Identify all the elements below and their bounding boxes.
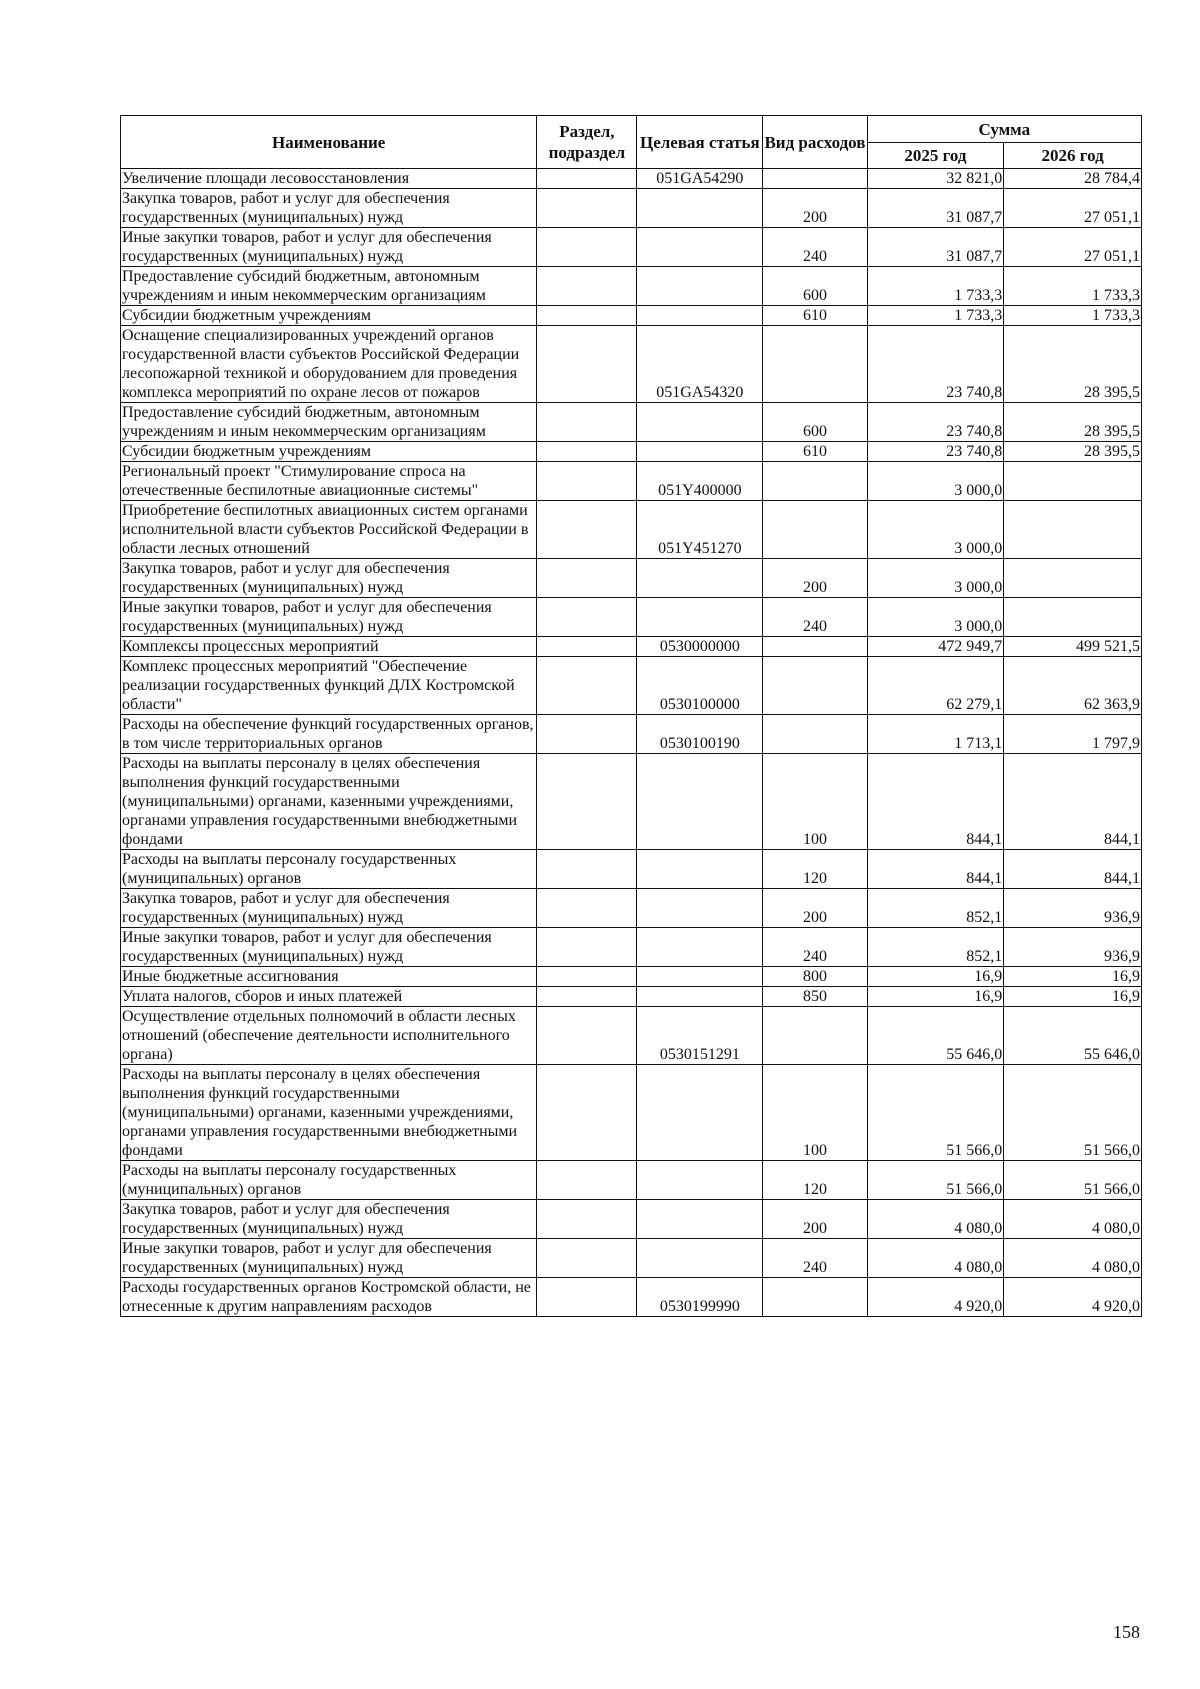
table-row [121,967,1142,987]
cell-2025: 23 740,8 [867,403,1004,442]
cell-2026: 844,1 [1004,754,1142,850]
cell-target [637,889,763,928]
cell-type: 240 [763,928,867,967]
cell-2025: 852,1 [867,889,1004,928]
cell-name: Комплексы процессных мероприятий [121,637,537,657]
cell-section [537,715,637,754]
cell-section [537,403,637,442]
table-body [121,169,1142,1317]
cell-name: Оснащение специализированных учреждений органов государственной власти субъектов Российской Федерации лесопожарной техникой и оборудованием для проведения комплекса мероприятий по охране лесов от пожаров [121,326,537,403]
cell-type [763,657,867,715]
cell-2025: 31 087,7 [867,189,1004,228]
cell-2025: 3 000,0 [867,462,1004,501]
cell-type: 100 [763,1065,867,1161]
cell-section [537,1239,637,1278]
cell-name: Уплата налогов, сборов и иных платежей [121,987,537,1007]
cell-name: Закупка товаров, работ и услуг для обеспечения государственных (муниципальных) нужд [121,889,537,928]
cell-section [537,889,637,928]
cell-target [637,598,763,637]
cell-2025: 1 733,3 [867,306,1004,326]
cell-2025: 844,1 [867,850,1004,889]
cell-2026: 27 051,1 [1004,189,1142,228]
cell-section [537,228,637,267]
cell-target: 0530000000 [637,637,763,657]
cell-2026: 4 920,0 [1004,1278,1142,1317]
cell-name: Закупка товаров, работ и услуг для обеспечения государственных (муниципальных) нужд [121,189,537,228]
table-row [121,637,1142,657]
budget-table [120,115,1142,1317]
header-sum: Сумма [867,116,1141,143]
cell-section [537,637,637,657]
cell-2025: 3 000,0 [867,598,1004,637]
table-row [121,559,1142,598]
cell-type: 800 [763,967,867,987]
table-row [121,267,1142,306]
cell-2025: 1 713,1 [867,715,1004,754]
cell-type: 200 [763,1200,867,1239]
cell-section [537,657,637,715]
cell-name: Предоставление субсидий бюджетным, автономным учреждениям и иным некоммерческим организациям [121,267,537,306]
table-row [121,1065,1142,1161]
cell-2025: 472 949,7 [867,637,1004,657]
table-row [121,189,1142,228]
table-row [121,850,1142,889]
table-row [121,715,1142,754]
header-2025: 2025 год [867,143,1004,169]
cell-target: 051Y400000 [637,462,763,501]
cell-name: Иные закупки товаров, работ и услуг для обеспечения государственных (муниципальных) нужд [121,228,537,267]
cell-type: 600 [763,403,867,442]
cell-target [637,403,763,442]
cell-target: 0530100190 [637,715,763,754]
cell-target: 051GA54290 [637,169,763,189]
cell-type: 100 [763,754,867,850]
cell-section [537,559,637,598]
cell-section [537,1200,637,1239]
cell-section [537,462,637,501]
cell-2025: 62 279,1 [867,657,1004,715]
cell-target [637,1065,763,1161]
cell-type: 200 [763,889,867,928]
table-row [121,754,1142,850]
cell-name: Субсидии бюджетным учреждениям [121,306,537,326]
cell-2026 [1004,462,1142,501]
table-row [121,1161,1142,1200]
page-number: 158 [1113,1622,1140,1642]
cell-2025: 4 080,0 [867,1200,1004,1239]
cell-name: Иные закупки товаров, работ и услуг для обеспечения государственных (муниципальных) нужд [121,598,537,637]
cell-2026: 27 051,1 [1004,228,1142,267]
cell-target [637,928,763,967]
cell-target [637,559,763,598]
cell-section [537,189,637,228]
cell-target [637,987,763,1007]
cell-2026: 1 733,3 [1004,306,1142,326]
cell-type [763,637,867,657]
cell-section [537,987,637,1007]
cell-2025: 3 000,0 [867,559,1004,598]
cell-type: 240 [763,598,867,637]
cell-type: 120 [763,850,867,889]
table-row [121,598,1142,637]
cell-section [537,1065,637,1161]
cell-target [637,1161,763,1200]
cell-2026: 936,9 [1004,889,1142,928]
cell-name: Иные бюджетные ассигнования [121,967,537,987]
cell-2026: 499 521,5 [1004,637,1142,657]
cell-type [763,715,867,754]
cell-name: Иные закупки товаров, работ и услуг для обеспечения государственных (муниципальных) нужд [121,1239,537,1278]
cell-target [637,442,763,462]
cell-2026: 844,1 [1004,850,1142,889]
cell-name: Иные закупки товаров, работ и услуг для обеспечения государственных (муниципальных) нужд [121,928,537,967]
cell-2026: 28 395,5 [1004,403,1142,442]
header-target: Целевая статья [637,116,763,169]
table-row [121,442,1142,462]
cell-2025: 852,1 [867,928,1004,967]
cell-name: Увеличение площади лесовосстановления [121,169,537,189]
cell-2026: 16,9 [1004,967,1142,987]
table-row [121,1278,1142,1317]
cell-2025: 4 920,0 [867,1278,1004,1317]
table-row [121,228,1142,267]
header-section: Раздел, подраздел [537,116,637,169]
table-row [121,306,1142,326]
cell-target: 0530100000 [637,657,763,715]
cell-type: 850 [763,987,867,1007]
cell-type [763,1278,867,1317]
cell-2026: 4 080,0 [1004,1200,1142,1239]
cell-2025: 844,1 [867,754,1004,850]
cell-2025: 23 740,8 [867,326,1004,403]
table-row [121,1239,1142,1278]
cell-target [637,967,763,987]
cell-name: Комплекс процессных мероприятий "Обеспечение реализации государственных функций ДЛХ Костромской области" [121,657,537,715]
cell-2026: 28 395,5 [1004,326,1142,403]
cell-2026: 936,9 [1004,928,1142,967]
cell-2025: 4 080,0 [867,1239,1004,1278]
table-row [121,1007,1142,1065]
cell-type [763,1007,867,1065]
cell-target: 051GA54320 [637,326,763,403]
cell-type [763,462,867,501]
cell-type: 240 [763,228,867,267]
cell-name: Субсидии бюджетным учреждениям [121,442,537,462]
table-row [121,889,1142,928]
cell-name: Расходы на выплаты персоналу государственных (муниципальных) органов [121,1161,537,1200]
cell-2026 [1004,559,1142,598]
cell-section [537,442,637,462]
cell-type: 200 [763,189,867,228]
cell-name: Расходы на выплаты персоналу в целях обеспечения выполнения функций государственными (муниципальными) органами, казенными учреждениями, органами управления государственными внебюджетными фондами [121,1065,537,1161]
cell-2025: 3 000,0 [867,501,1004,559]
cell-section [537,1161,637,1200]
cell-type: 610 [763,442,867,462]
cell-2026: 1 797,9 [1004,715,1142,754]
cell-section [537,928,637,967]
cell-2025: 51 566,0 [867,1161,1004,1200]
cell-name: Закупка товаров, работ и услуг для обеспечения государственных (муниципальных) нужд [121,1200,537,1239]
cell-section [537,967,637,987]
cell-type: 240 [763,1239,867,1278]
cell-2025: 1 733,3 [867,267,1004,306]
cell-target: 051Y451270 [637,501,763,559]
cell-section [537,501,637,559]
cell-target [637,306,763,326]
cell-target: 0530151291 [637,1007,763,1065]
cell-target [637,228,763,267]
cell-2025: 16,9 [867,967,1004,987]
cell-name: Предоставление субсидий бюджетным, автономным учреждениям и иным некоммерческим организациям [121,403,537,442]
cell-2025: 55 646,0 [867,1007,1004,1065]
cell-2026 [1004,501,1142,559]
cell-type: 120 [763,1161,867,1200]
cell-name: Закупка товаров, работ и услуг для обеспечения государственных (муниципальных) нужд [121,559,537,598]
table-row [121,403,1142,442]
table-row [121,928,1142,967]
cell-2026: 16,9 [1004,987,1142,1007]
table-row [121,326,1142,403]
header-2026: 2026 год [1004,143,1142,169]
table-row [121,501,1142,559]
cell-type [763,169,867,189]
cell-2026: 51 566,0 [1004,1065,1142,1161]
cell-name: Расходы на выплаты персоналу в целях обеспечения выполнения функций государственными (муниципальными) органами, казенными учреждениями, органами управления государственными внебюджетными фондами [121,754,537,850]
cell-name: Расходы на выплаты персоналу государственных (муниципальных) органов [121,850,537,889]
cell-name: Осуществление отдельных полномочий в области лесных отношений (обеспечение деятельности исполнительного органа) [121,1007,537,1065]
cell-target: 0530199990 [637,1278,763,1317]
cell-section [537,169,637,189]
cell-2025: 31 087,7 [867,228,1004,267]
cell-section [537,1007,637,1065]
cell-target [637,1200,763,1239]
cell-section [537,267,637,306]
table-row [121,987,1142,1007]
table-row [121,657,1142,715]
cell-section [537,326,637,403]
cell-2026: 1 733,3 [1004,267,1142,306]
cell-2025: 51 566,0 [867,1065,1004,1161]
cell-target [637,850,763,889]
cell-name: Приобретение беспилотных авиационных систем органами исполнительной власти субъектов Российской Федерации в области лесных отношений [121,501,537,559]
cell-2025: 32 821,0 [867,169,1004,189]
table-row [121,1200,1142,1239]
cell-section [537,850,637,889]
cell-name: Расходы государственных органов Костромской области, не отнесенные к другим направлениям расходов [121,1278,537,1317]
cell-target [637,267,763,306]
cell-target [637,189,763,228]
cell-2026: 55 646,0 [1004,1007,1142,1065]
cell-name: Региональный проект "Стимулирование спроса на отечественные беспилотные авиационные системы" [121,462,537,501]
table-row [121,462,1142,501]
cell-2025: 23 740,8 [867,442,1004,462]
cell-type: 610 [763,306,867,326]
cell-2026: 28 784,4 [1004,169,1142,189]
header-name: Наименование [121,116,537,169]
cell-type: 200 [763,559,867,598]
header-type: Вид расходов [763,116,867,169]
cell-section [537,598,637,637]
cell-2026: 28 395,5 [1004,442,1142,462]
cell-type [763,501,867,559]
cell-type: 600 [763,267,867,306]
cell-2025: 16,9 [867,987,1004,1007]
cell-2026: 62 363,9 [1004,657,1142,715]
cell-section [537,1278,637,1317]
cell-2026 [1004,598,1142,637]
table-row [121,169,1142,189]
cell-2026: 51 566,0 [1004,1161,1142,1200]
cell-target [637,1239,763,1278]
cell-target [637,754,763,850]
cell-2026: 4 080,0 [1004,1239,1142,1278]
cell-section [537,306,637,326]
cell-type [763,326,867,403]
cell-name: Расходы на обеспечение функций государственных органов, в том числе территориальных органов [121,715,537,754]
cell-section [537,754,637,850]
